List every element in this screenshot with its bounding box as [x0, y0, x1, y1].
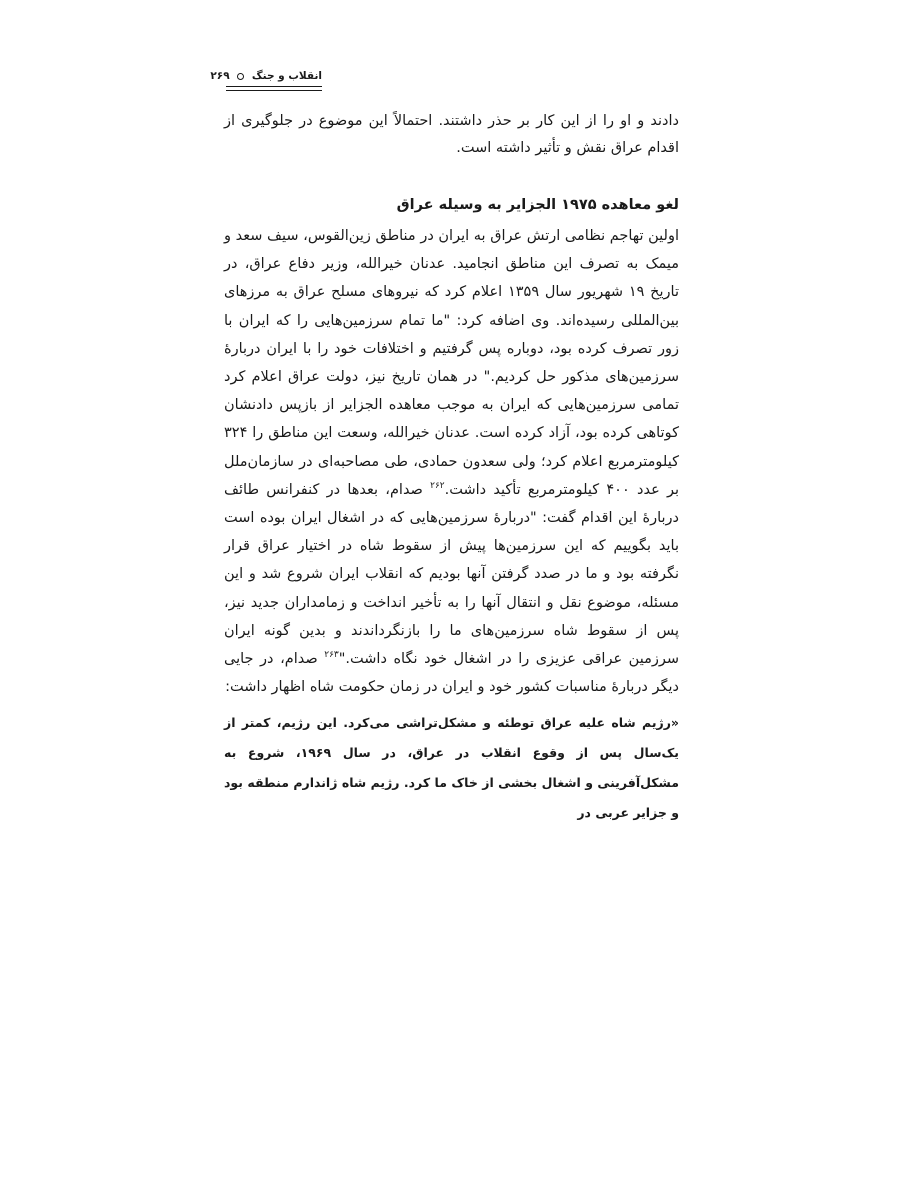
footnote-marker[interactable]: ۲۶۳	[324, 650, 339, 661]
body-text-part-1: اولین تهاجم نظامی ارتش عراق به ایران در مناطق زین‌القوس، سیف سعد و میمک به تصرف این مناطق انجامید. عدنان خیرالله، وزیر دفاع عراق، در تاریخ ۱۹ شهریور سال ۱۳۵۹ اعلام کرد که نیروهای مسلح عراق به مرزهای بین‌المللی رسیده‌اند. وی اضافه کرد: "ما تمام سرزمین‌هایی را که ایران با زور تصرف کرده بود، دوباره پس گرفتیم و اختلافات خود را با ایران دربارهٔ سرزمین‌های مذکور حل کردیم." در همان تاریخ نیز، دولت عراق اعلام کرد تمامی سرزمین‌هایی که ایران به موجب معاهده الجزایر از بازپس دادنشان کوتاهی کرده بود، آزاد کرده است. عدنان خیرالله، وسعت این مناطق را ۳۲۴ کیلومترمربع اعلام کرد؛ ولی سعدون حمادی، طی مصاحبه‌ای در سازمان‌ملل بر عدد ۴۰۰ کیلومترمربع تأکید داشت.	[224, 228, 680, 498]
running-header	[210, 68, 322, 84]
circle-separator-icon	[237, 73, 244, 80]
body-text-part-3: صدام، در جایی دیگر دربارهٔ مناسبات کشور خود و ایران در زمان حکومت شاه اظهار داشت:	[224, 651, 679, 696]
block-quote: «رژیم شاه علیه عراق توطئه و مشکل‌تراشی می‌کرد. این رژیم، کمتر از یک‌سال پس از وقوع انقلاب در عراق، در سال ۱۹۶۹، شروع به مشکل‌آفرینی و اشغال بخشی از خاک ما کرد. رژیم شاه ژاندارم منطقه بود و جزایر عربی در	[224, 715, 679, 820]
body-text-part-2: صدام، بعدها در کنفرانس طائف دربارهٔ این اقدام گفت: "دربارهٔ سرزمین‌هایی که در اشغال ایران بوده است باید بگوییم که این سرزمین‌ها پیش از سقوط شاه در اختیار عراق قرار نگرفته بود و ما در صدد گرفتن آنها بودیم که انقلاب ایران شروع شد و این مسئله، موضوع نقل و انتقال آنها را به تأخیر انداخت و زمامداران جدید نیز، پس از سقوط شاه سرزمین‌های ما را بازنگرداندند و بدین گونه ایران سرزمین عراقی عزیزی را در اشغال خود نگاه داشت."	[224, 481, 679, 668]
chapter-title: انقلاب و جنگ	[251, 70, 322, 82]
header-double-rule	[226, 86, 322, 91]
page-number: ۲۶۹	[210, 70, 230, 82]
footnote-marker[interactable]: ۲۶۲	[430, 481, 445, 491]
intro-paragraph: دادند و او را از این کار بر حذر داشتند. احتمالاً این موضوع در جلوگیری از اقدام عراق نقش و تأثیر داشته است.	[224, 113, 679, 156]
body-paragraph	[224, 222, 679, 701]
section-heading: لغو معاهده ۱۹۷۵ الجزایر به وسیله عراق	[396, 197, 679, 213]
